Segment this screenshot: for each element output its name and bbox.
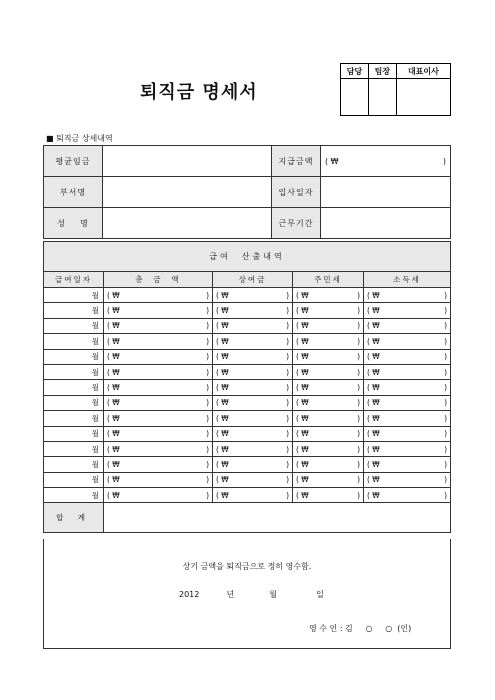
approval-sign-ceo[interactable] — [396, 79, 450, 116]
amount-open: ( ₩ — [367, 383, 380, 393]
total-label: 합 계 — [44, 503, 104, 533]
amount-open: ( ₩ — [296, 321, 309, 331]
calc-row — [44, 441, 451, 456]
amount-open: ( ₩ — [296, 383, 309, 393]
amount-close: ) — [444, 290, 447, 300]
amount-open: ( ₩ — [216, 475, 229, 485]
bonus-cell[interactable] — [213, 303, 293, 318]
col-income-tax: 소득세 — [364, 272, 451, 288]
calc-row — [44, 349, 451, 364]
total-cell[interactable] — [104, 472, 213, 487]
month-cell[interactable]: 월 — [44, 349, 104, 364]
amount-open: ( ₩ — [107, 490, 120, 500]
income-tax-cell[interactable] — [364, 488, 451, 503]
amount-open: ( ₩ — [296, 459, 309, 469]
bonus-cell[interactable] — [213, 472, 293, 487]
amount-open: ( ₩ — [216, 352, 229, 362]
amount-close: ) — [286, 383, 289, 393]
amount-close: ) — [206, 429, 209, 439]
bonus-cell[interactable] — [213, 411, 293, 426]
amount-open: ( ₩ — [367, 413, 380, 423]
month-cell[interactable]: 월 — [44, 426, 104, 441]
info-table — [43, 145, 451, 239]
bonus-cell[interactable] — [213, 334, 293, 349]
resident-tax-cell[interactable] — [293, 441, 364, 456]
receipt-year: 2012 — [179, 590, 200, 599]
amount-open: ( ₩ — [296, 490, 309, 500]
amount-open: ( ₩ — [107, 444, 120, 454]
payment-amount-label: 지급금액 — [272, 146, 321, 177]
approval-sign-team-lead[interactable] — [368, 79, 396, 116]
amount-open: ( ₩ — [107, 475, 120, 485]
income-tax-cell[interactable] — [364, 472, 451, 487]
calc-row — [44, 395, 451, 410]
total-cell[interactable] — [104, 441, 213, 456]
bonus-cell[interactable] — [213, 318, 293, 333]
amount-open: ( ₩ — [216, 367, 229, 377]
resident-tax-cell[interactable] — [293, 457, 364, 472]
approval-header-staff: 담당 — [341, 64, 369, 79]
col-pay-date: 급여일자 — [44, 272, 104, 288]
resident-tax-cell[interactable] — [293, 395, 364, 410]
amount-open: ( ₩ — [296, 429, 309, 439]
payment-open: ( ₩ — [325, 156, 339, 166]
income-tax-cell[interactable] — [364, 303, 451, 318]
receipt-month-unit: 월 — [269, 590, 278, 599]
amount-open: ( ₩ — [107, 290, 120, 300]
amount-close: ) — [357, 352, 360, 362]
calc-row — [44, 364, 451, 379]
amount-open: ( ₩ — [107, 398, 120, 408]
approval-sign-staff[interactable] — [341, 79, 369, 116]
income-tax-cell[interactable] — [364, 380, 451, 395]
income-tax-cell[interactable] — [364, 426, 451, 441]
amount-open: ( ₩ — [107, 429, 120, 439]
amount-open: ( ₩ — [367, 367, 380, 377]
amount-close: ) — [206, 413, 209, 423]
resident-tax-cell[interactable] — [293, 349, 364, 364]
resident-tax-cell[interactable] — [293, 380, 364, 395]
amount-open: ( ₩ — [367, 459, 380, 469]
amount-close: ) — [206, 290, 209, 300]
income-tax-cell[interactable] — [364, 457, 451, 472]
amount-close: ) — [206, 367, 209, 377]
month-cell[interactable]: 월 — [44, 288, 104, 303]
bonus-cell[interactable] — [213, 349, 293, 364]
amount-close: ) — [444, 490, 447, 500]
amount-close: ) — [357, 413, 360, 423]
total-cell[interactable] — [104, 380, 213, 395]
department-field[interactable] — [103, 177, 272, 208]
calc-row — [44, 488, 451, 503]
amount-close: ) — [286, 490, 289, 500]
resident-tax-cell[interactable] — [293, 488, 364, 503]
amount-close: ) — [357, 383, 360, 393]
amount-open: ( ₩ — [296, 352, 309, 362]
amount-open: ( ₩ — [367, 444, 380, 454]
amount-open: ( ₩ — [367, 490, 380, 500]
amount-open: ( ₩ — [107, 413, 120, 423]
service-period-label: 근무기간 — [272, 208, 321, 239]
amount-close: ) — [286, 444, 289, 454]
amount-open: ( ₩ — [296, 290, 309, 300]
amount-close: ) — [444, 459, 447, 469]
total-cell[interactable] — [104, 457, 213, 472]
amount-open: ( ₩ — [296, 444, 309, 454]
resident-tax-cell[interactable] — [293, 426, 364, 441]
resident-tax-cell[interactable] — [293, 288, 364, 303]
receipt-date — [179, 589, 324, 600]
month-cell[interactable]: 월 — [44, 411, 104, 426]
avg-wage-label: 평균임금 — [44, 146, 103, 177]
bonus-cell[interactable] — [213, 395, 293, 410]
amount-close: ) — [286, 352, 289, 362]
month-cell[interactable]: 월 — [44, 318, 104, 333]
amount-close: ) — [286, 413, 289, 423]
hire-date-label: 입사일자 — [272, 177, 321, 208]
amount-open: ( ₩ — [367, 475, 380, 485]
amount-close: ) — [444, 336, 447, 346]
month-cell[interactable]: 월 — [44, 380, 104, 395]
amount-open: ( ₩ — [107, 383, 120, 393]
resident-tax-cell[interactable] — [293, 303, 364, 318]
month-cell[interactable]: 월 — [44, 395, 104, 410]
total-field[interactable] — [104, 503, 451, 533]
amount-open: ( ₩ — [367, 290, 380, 300]
month-cell[interactable]: 월 — [44, 303, 104, 318]
amount-open: ( ₩ — [107, 336, 120, 346]
section-title: ■ 퇴직금 상세내역 — [46, 134, 113, 143]
amount-open: ( ₩ — [296, 336, 309, 346]
amount-close: ) — [357, 306, 360, 316]
amount-close: ) — [357, 336, 360, 346]
calc-row — [44, 426, 451, 441]
amount-open: ( ₩ — [216, 444, 229, 454]
amount-close: ) — [286, 321, 289, 331]
calc-row — [44, 411, 451, 426]
total-cell[interactable] — [104, 334, 213, 349]
amount-close: ) — [357, 398, 360, 408]
col-bonus: 상여금 — [213, 272, 293, 288]
total-cell[interactable] — [104, 411, 213, 426]
amount-close: ) — [444, 383, 447, 393]
amount-close: ) — [444, 413, 447, 423]
amount-close: ) — [357, 475, 360, 485]
amount-close: ) — [206, 459, 209, 469]
amount-open: ( ₩ — [367, 352, 380, 362]
amount-close: ) — [206, 444, 209, 454]
amount-open: ( ₩ — [216, 398, 229, 408]
amount-close: ) — [357, 490, 360, 500]
bonus-cell[interactable] — [213, 426, 293, 441]
amount-open: ( ₩ — [367, 306, 380, 316]
month-cell[interactable]: 월 — [44, 472, 104, 487]
income-tax-cell[interactable] — [364, 395, 451, 410]
avg-wage-field[interactable] — [103, 146, 272, 177]
amount-close: ) — [206, 398, 209, 408]
amount-close: ) — [444, 398, 447, 408]
department-label: 부서명 — [44, 177, 103, 208]
amount-open: ( ₩ — [296, 413, 309, 423]
income-tax-cell[interactable] — [364, 318, 451, 333]
amount-open: ( ₩ — [107, 367, 120, 377]
name-field[interactable] — [103, 208, 272, 239]
amount-close: ) — [444, 475, 447, 485]
amount-close: ) — [357, 429, 360, 439]
payment-close: ) — [442, 156, 446, 166]
amount-close: ) — [206, 475, 209, 485]
amount-close: ) — [206, 352, 209, 362]
amount-close: ) — [286, 475, 289, 485]
amount-open: ( ₩ — [367, 321, 380, 331]
calc-row — [44, 288, 451, 303]
amount-close: ) — [444, 352, 447, 362]
receipt-box — [43, 539, 451, 649]
total-cell[interactable] — [104, 395, 213, 410]
approval-header-team-lead: 팀장 — [368, 64, 396, 79]
amount-open: ( ₩ — [296, 475, 309, 485]
amount-open: ( ₩ — [107, 352, 120, 362]
bonus-cell[interactable] — [213, 380, 293, 395]
receipt-recipient: 영 수 인 : 김 ○ ○ (인) — [309, 624, 412, 633]
total-cell[interactable] — [104, 288, 213, 303]
resident-tax-cell[interactable] — [293, 334, 364, 349]
total-cell[interactable] — [104, 349, 213, 364]
document-title: 퇴직금 명세서 — [140, 82, 258, 103]
amount-open: ( ₩ — [216, 459, 229, 469]
resident-tax-cell[interactable] — [293, 411, 364, 426]
income-tax-cell[interactable] — [364, 334, 451, 349]
amount-close: ) — [206, 321, 209, 331]
month-cell[interactable]: 월 — [44, 457, 104, 472]
receipt-year-unit: 년 — [226, 590, 235, 599]
resident-tax-cell[interactable] — [293, 472, 364, 487]
calc-row — [44, 472, 451, 487]
amount-close: ) — [286, 459, 289, 469]
amount-open: ( ₩ — [296, 398, 309, 408]
amount-open: ( ₩ — [367, 398, 380, 408]
amount-open: ( ₩ — [296, 306, 309, 316]
total-cell[interactable] — [104, 488, 213, 503]
total-cell[interactable] — [104, 426, 213, 441]
amount-close: ) — [286, 336, 289, 346]
receipt-day-unit: 일 — [316, 590, 324, 599]
calc-row — [44, 457, 451, 472]
bonus-cell[interactable] — [213, 457, 293, 472]
calc-row — [44, 318, 451, 333]
amount-open: ( ₩ — [216, 306, 229, 316]
receipt-statement: 상기 금액을 퇴직금으로 정히 영수함. — [182, 562, 312, 571]
amount-close: ) — [206, 336, 209, 346]
income-tax-cell[interactable] — [364, 288, 451, 303]
income-tax-cell[interactable] — [364, 349, 451, 364]
approval-box — [340, 63, 451, 116]
amount-close: ) — [206, 490, 209, 500]
amount-open: ( ₩ — [216, 429, 229, 439]
amount-open: ( ₩ — [216, 321, 229, 331]
amount-close: ) — [286, 367, 289, 377]
col-resident-tax: 주민세 — [293, 272, 364, 288]
amount-close: ) — [357, 321, 360, 331]
payment-amount-field[interactable] — [321, 146, 451, 177]
amount-open: ( ₩ — [216, 383, 229, 393]
total-cell[interactable] — [104, 303, 213, 318]
calc-row — [44, 380, 451, 395]
bonus-cell[interactable] — [213, 364, 293, 379]
bonus-cell[interactable] — [213, 441, 293, 456]
amount-open: ( ₩ — [216, 290, 229, 300]
amount-close: ) — [286, 306, 289, 316]
amount-close: ) — [206, 383, 209, 393]
hire-date-field[interactable] — [321, 177, 451, 208]
amount-close: ) — [444, 306, 447, 316]
amount-close: ) — [444, 321, 447, 331]
amount-close: ) — [357, 444, 360, 454]
amount-open: ( ₩ — [107, 459, 120, 469]
bonus-cell[interactable] — [213, 288, 293, 303]
amount-close: ) — [357, 367, 360, 377]
amount-close: ) — [286, 398, 289, 408]
amount-open: ( ₩ — [216, 336, 229, 346]
month-cell[interactable]: 월 — [44, 364, 104, 379]
amount-close: ) — [444, 367, 447, 377]
col-total: 총 금 액 — [104, 272, 213, 288]
amount-open: ( ₩ — [216, 413, 229, 423]
month-cell[interactable]: 월 — [44, 334, 104, 349]
name-label: 성 명 — [44, 208, 103, 239]
income-tax-cell[interactable] — [364, 411, 451, 426]
salary-calc-table — [43, 241, 451, 533]
month-cell[interactable]: 월 — [44, 488, 104, 503]
amount-close: ) — [206, 306, 209, 316]
amount-close: ) — [357, 290, 360, 300]
income-tax-cell[interactable] — [364, 441, 451, 456]
month-cell[interactable]: 월 — [44, 441, 104, 456]
amount-open: ( ₩ — [367, 336, 380, 346]
income-tax-cell[interactable] — [364, 364, 451, 379]
amount-close: ) — [286, 429, 289, 439]
calc-row — [44, 334, 451, 349]
amount-open: ( ₩ — [296, 367, 309, 377]
bonus-cell[interactable] — [213, 488, 293, 503]
calc-heading: 급여 산출내역 — [44, 242, 451, 272]
amount-close: ) — [357, 459, 360, 469]
resident-tax-cell[interactable] — [293, 364, 364, 379]
amount-open: ( ₩ — [107, 321, 120, 331]
approval-header-ceo: 대표이사 — [396, 64, 450, 79]
amount-open: ( ₩ — [367, 429, 380, 439]
total-row — [44, 503, 451, 533]
amount-open: ( ₩ — [216, 490, 229, 500]
amount-close: ) — [286, 290, 289, 300]
amount-close: ) — [444, 429, 447, 439]
total-cell[interactable] — [104, 364, 213, 379]
total-cell[interactable] — [104, 318, 213, 333]
resident-tax-cell[interactable] — [293, 318, 364, 333]
amount-close: ) — [444, 444, 447, 454]
amount-open: ( ₩ — [107, 306, 120, 316]
calc-row — [44, 303, 451, 318]
service-period-field[interactable] — [321, 208, 451, 239]
